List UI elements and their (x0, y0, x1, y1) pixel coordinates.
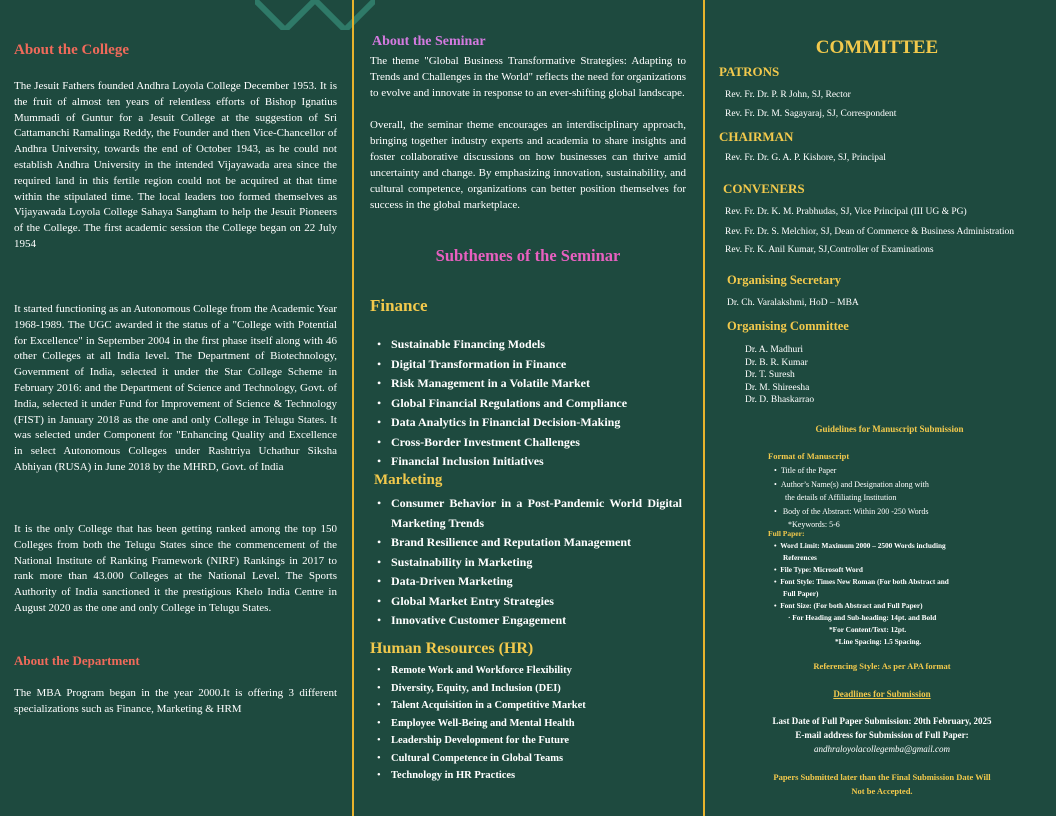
college-ranking-paragraph: It is the only College that has been getting ranked among the top 150 Colleges from both the Telugu States since the commencement of the National Institute of Ranking Framework (NIRF) Rankings in 2017 to rank more than 43.000 Colleges at the National Level. The Sports Authority of India sanctioned it the prestigious Khelo India Centre in August 2020 as the one and only College in Telugu States. (14, 523, 337, 614)
finance-item: • Global Financial Regulations and Compliance (370, 394, 686, 414)
heading-size: · For Heading and Sub-heading: 14pt. and Bold (788, 613, 937, 622)
department-paragraph: The MBA Program began in the year 2000.It is offering 3 different specializations such as Finance, Marketing & HRM (14, 687, 337, 715)
organising-committee-member: Dr. D. Bhaskarrao (745, 395, 815, 405)
format-item-abstract: • Body of the Abstract: Within 200 -250 Words (774, 506, 929, 516)
about-seminar-heading: About the Seminar (372, 34, 486, 49)
finance-item: • Financial Inclusion Initiatives (370, 452, 686, 472)
font-size: • Font Size: (For both Abstract and Full Paper) (774, 601, 923, 610)
organising-committee-member: Dr. B. R. Kumar (745, 357, 808, 368)
line-spacing: *Line Spacing: 1.5 Spacing. (835, 637, 922, 646)
marketing-heading: Marketing (374, 472, 443, 488)
column-divider-right (703, 0, 705, 816)
middle-column (370, 0, 686, 816)
patrons-heading: PATRONS (719, 64, 780, 79)
word-limit-references: References (783, 553, 817, 562)
patron-rector: Rev. Fr. Dr. P. R John, SJ, Rector (725, 90, 851, 100)
organising-committee-member: Dr. A. Madhuri (745, 345, 804, 355)
file-type: • File Type: Microsoft Word (774, 565, 863, 574)
format-item-title: • Title of the Paper (774, 466, 837, 475)
guidelines-heading: Guidelines for Manuscript Submission (815, 424, 964, 434)
hr-item: • Talent Acquisition in a Competitive Market (370, 697, 686, 715)
word-limit: • Word Limit: Maximum 2000 – 2500 Words including (774, 541, 946, 550)
organising-committee-heading: Organising Committee (727, 319, 849, 333)
late-notice-line-2: Not be Accepted. (851, 786, 913, 796)
college-autonomy-paragraph: It started functioning as an Autonomous College from the Academic Year 1968-1989. The UGC awarded it the status of a "College with Potential for Excellence" in September 2004 in the first phase itself along with 46 other Colleges at all India level. The Department of Biotechnology, Government of India, selected it under the Star College Scheme in February 2016: and the Department of Science and Technology, Govt. of India, selected it under Fund for Improvement of Science & Technology (FIST) in January 2018 as the one and only College in Telugu States. It was selected under Component for "Enhancing Quality and Excellence in select Autonomous Colleges under Rashtriya Uchathur Siksha Abhiyan (RUSA) in June 2018 by the MHRD, Govt. of India (14, 303, 337, 473)
finance-heading: Finance (370, 296, 428, 315)
finance-subtheme-list (370, 335, 686, 472)
email-label: E-mail address for Submission of Full Paper: (795, 730, 969, 740)
marketing-subtheme-list (370, 494, 682, 631)
marketing-item: • Brand Resilience and Reputation Management (370, 533, 682, 553)
organising-committee-members (745, 344, 814, 407)
about-college-heading: About the College (14, 42, 129, 58)
finance-item: • Sustainable Financing Models (370, 335, 686, 355)
patron-correspondent: Rev. Fr. Dr. M. Sagayaraj, SJ, Correspondent (725, 109, 897, 119)
finance-item: • Cross-Border Investment Challenges (370, 433, 686, 453)
deadlines-heading: Deadlines for Submission (833, 689, 931, 699)
finance-item: • Risk Management in a Volatile Market (370, 374, 686, 394)
font-style-cont: Full Paper) (783, 589, 819, 598)
chairman-heading: CHAIRMAN (719, 129, 794, 144)
subthemes-heading: Subthemes of the Seminar (435, 246, 621, 265)
late-notice-line-1: Papers Submitted later than the Final Submission Date Will (773, 772, 991, 782)
marketing-item: • Innovative Customer Engagement (370, 611, 682, 631)
column-divider-left (352, 0, 354, 816)
hr-item: • Leadership Development for the Future (370, 732, 686, 750)
finance-item: • Data Analytics in Financial Decision-Making (370, 413, 686, 433)
hr-item: • Diversity, Equity, and Inclusion (DEI) (370, 680, 686, 698)
seminar-overview-paragraph: Overall, the seminar theme encourages an interdisciplinary approach, bringing together industry experts and academia to share insights and foster collaborative discussions on how businesses can thrive amid uncertainty and change. By emphasizing innovation, sustainability, and cultural competence, organizations can better position themselves for success in the global marketplace. (370, 119, 686, 211)
submission-email[interactable]: andhraloyolacollegemba@gmail.com (813, 744, 950, 754)
format-item-author-cont: the details of Affiliating Institution (785, 493, 897, 502)
keywords: *Keywords: 5-6 (788, 520, 840, 529)
organising-secretary-name: Dr. Ch. Varalakshmi, HoD – MBA (727, 298, 859, 308)
committee-heading: COMMITTEE (815, 37, 939, 58)
last-date: Last Date of Full Paper Submission: 20th February, 2025 (772, 716, 992, 726)
hr-item: • Remote Work and Workforce Flexibility (370, 662, 686, 680)
format-details (774, 464, 929, 532)
finance-item: • Digital Transformation in Finance (370, 355, 686, 375)
hr-heading: Human Resources (HR) (370, 640, 534, 657)
referencing-style: Referencing Style: As per APA format (813, 661, 951, 671)
content-size: *For Content/Text: 12pt. (829, 625, 907, 634)
convener-controller: Rev. Fr. K. Anil Kumar, SJ,Controller of Examinations (725, 245, 934, 255)
conveners-heading: CONVENERS (723, 181, 805, 196)
seminar-theme-paragraph: The theme "Global Business Transformative Strategies: Adapting to Trends and Challenges in the World" reflects the need for organizations to evolve and innovate in response to an ever-shifting global landscape. (370, 55, 686, 99)
full-paper-details (774, 540, 949, 648)
marketing-item: • Sustainability in Marketing (370, 553, 682, 573)
right-column (712, 0, 1052, 816)
format-heading: Format of Manuscript (768, 451, 850, 461)
convener-dean: Rev. Fr. Dr. S. Melchior, SJ, Dean of Commerce & Business Administration (725, 227, 1014, 237)
hr-item: • Employee Well-Being and Mental Health (370, 715, 686, 733)
font-style: • Font Style: Times New Roman (For both Abstract and (774, 577, 949, 586)
hr-item: • Technology in HR Practices (370, 767, 686, 785)
organising-committee-member: Dr. T. Suresh (745, 370, 795, 380)
about-department-heading: About the Department (14, 653, 140, 668)
organising-committee-member: Dr. M. Shireesha (745, 382, 810, 393)
chairman-principal: Rev. Fr. Dr. G. A. P. Kishore, SJ, Principal (725, 153, 886, 163)
marketing-item: • Global Market Entry Strategies (370, 592, 682, 612)
left-column (14, 0, 337, 816)
marketing-item: • Data-Driven Marketing (370, 572, 682, 592)
organising-secretary-heading: Organising Secretary (727, 273, 841, 287)
hr-item: • Cultural Competence in Global Teams (370, 750, 686, 768)
full-paper-heading: Full Paper: (768, 529, 805, 538)
college-history-paragraph: The Jesuit Fathers founded Andhra Loyola College December 1953. It is the fruit of almost ten years of relentless efforts of Bishop Ignatius Mummadi of Guntur for a Jesuit College at the suggestion of Sri Cattamanchi Ramalinga Reddy, the Founder and then Vice-Chancellor of Andhra University, towards the end of October 1943, as he could not establish Andhra University in the intended Vijayawada area since the required land in this fertile region could not be acquired at that time within the stipulated time. The local leaders too formed themselves as Vijayawada Loyola College Sahaya Sangham to help the Jesuit Pioneers of the College. The first academic session the College began on 22 July 1954 (14, 80, 337, 250)
marketing-item: • Consumer Behavior in a Post-Pandemic World Digital Marketing Trends (370, 494, 682, 533)
convener-vice-principal: Rev. Fr. Dr. K. M. Prabhudas, SJ, Vice Principal (III UG & PG) (725, 207, 967, 217)
format-item-author: • Author’s Name(s) and Designation along with (774, 479, 929, 489)
hr-subtheme-list (370, 662, 686, 785)
